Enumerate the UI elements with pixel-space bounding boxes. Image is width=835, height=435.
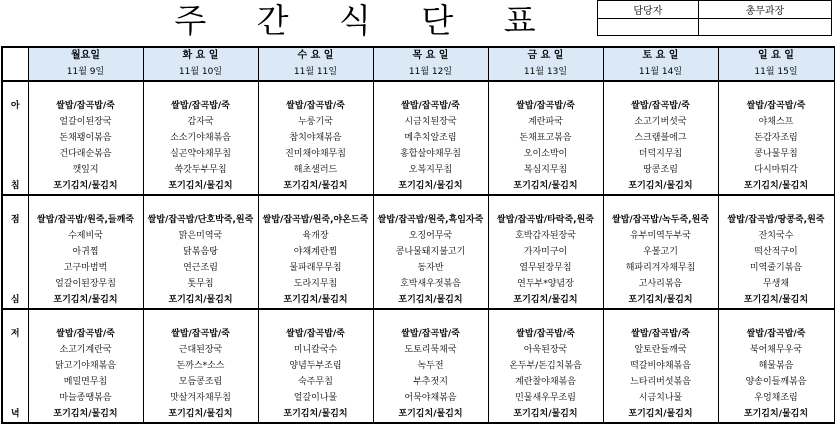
- menu-item: 포기김치/물김치: [28, 292, 143, 309]
- meal-label-spacer: [2, 309, 28, 326]
- menu-item: 포기김치/물김치: [718, 406, 834, 423]
- menu-item: 양송이들깨볶음: [718, 374, 834, 390]
- menu-spacer: [718, 309, 834, 326]
- menu-item: 쌀밥/잡곡밥/죽: [373, 98, 488, 114]
- meal-label-blank: [2, 228, 28, 244]
- menu-item: 우볼고기: [603, 244, 718, 260]
- menu-item: 더덕지무침: [603, 146, 718, 162]
- meal-label: 점: [2, 212, 28, 228]
- menu-item: 맛살겨자채무침: [143, 390, 258, 406]
- menu-spacer: [373, 81, 488, 98]
- menu-spacer: [143, 309, 258, 326]
- menu-item: 포기김치/물김치: [603, 406, 718, 423]
- day-date: 11월 14일: [603, 64, 718, 81]
- menu-item: 마늘종땡볶음: [28, 390, 143, 406]
- menu-item: 진미채야채무침: [258, 146, 373, 162]
- menu-item: 실곤약야채무침: [143, 146, 258, 162]
- menu-item: 쌀밥/잡곡밥/단호박죽,원죽: [143, 212, 258, 228]
- menu-item: 소고기버섯국: [603, 114, 718, 130]
- menu-item: 야채계란찜: [258, 244, 373, 260]
- approval-box: [597, 0, 832, 36]
- menu-spacer: [258, 309, 373, 326]
- meal-label-blank: [2, 358, 28, 374]
- menu-item: 녹두전: [373, 358, 488, 374]
- menu-spacer: [258, 81, 373, 98]
- menu-spacer: [718, 81, 834, 98]
- menu-item: 콩나물돼지불고기: [373, 244, 488, 260]
- menu-item: 모듬콩조림: [143, 374, 258, 390]
- menu-spacer: [488, 309, 603, 326]
- menu-item: 미역줄기볶음: [718, 260, 834, 276]
- approval-sign-chief[interactable]: [698, 18, 831, 36]
- menu-item: 온두부/돈김치볶음: [488, 358, 603, 374]
- menu-spacer: [28, 195, 143, 212]
- menu-item: 쌀밥/잡곡밥/원죽,야온드죽: [258, 212, 373, 228]
- meal-label-blank: [2, 130, 28, 146]
- menu-item: 포기김치/물김치: [603, 292, 718, 309]
- menu-item: 돈채표고볶음: [488, 130, 603, 146]
- day-date: 11월 13일: [488, 64, 603, 81]
- menu-item: 땅콩조림: [603, 162, 718, 178]
- day-name: 금 요 일: [488, 47, 603, 64]
- day-date: 11월 11일: [258, 64, 373, 81]
- menu-item: 도라지무침: [258, 276, 373, 292]
- menu-spacer: [603, 81, 718, 98]
- header-corner: [2, 47, 28, 81]
- menu-item: 톳무침: [143, 276, 258, 292]
- menu-spacer: [718, 195, 834, 212]
- meal-label: 저: [2, 326, 28, 342]
- menu-item: 스크램블에그: [603, 130, 718, 146]
- menu-item: 고사리볶음: [603, 276, 718, 292]
- meal-label: 녁: [2, 406, 28, 423]
- menu-item: 북어채무우국: [718, 342, 834, 358]
- menu-item: 얼갈이나물: [258, 390, 373, 406]
- meal-label: 아: [2, 98, 28, 114]
- menu-item: 포기김치/물김치: [718, 178, 834, 195]
- day-name: 화 요 일: [143, 47, 258, 64]
- menu-item: 메추치알조림: [373, 130, 488, 146]
- menu-item: 누룽기국: [258, 114, 373, 130]
- menu-item: 잔치국수: [718, 228, 834, 244]
- menu-item: 어묵야채볶음: [373, 390, 488, 406]
- menu-item: 포기김치/물김치: [718, 292, 834, 309]
- menu-item: 고구마범벅: [28, 260, 143, 276]
- menu-spacer: [373, 309, 488, 326]
- menu-spacer: [488, 195, 603, 212]
- menu-spacer: [143, 195, 258, 212]
- menu-item: 닭볶음탕: [143, 244, 258, 260]
- menu-item: 쌀밥/잡곡밥/죽: [488, 98, 603, 114]
- meal-label-blank: [2, 276, 28, 292]
- menu-item: 오징어무국: [373, 228, 488, 244]
- meal-label-blank: [2, 374, 28, 390]
- menu-item: 쑥갓두부무침: [143, 162, 258, 178]
- day-date: 11월 9일: [28, 64, 143, 81]
- menu-item: 쌀밥/잡곡밥/원죽,들깨죽: [28, 212, 143, 228]
- day-name: 토 요 일: [603, 47, 718, 64]
- meal-label-blank: [2, 114, 28, 130]
- menu-item: 우엉채조림: [718, 390, 834, 406]
- menu-item: 연근조림: [143, 260, 258, 276]
- menu-item: 쌀밥/잡곡밥/죽: [143, 326, 258, 342]
- menu-item: 숙주무침: [258, 374, 373, 390]
- menu-item: 홍합살야채무침: [373, 146, 488, 162]
- menu-item: 근대된장국: [143, 342, 258, 358]
- menu-item: 포기김치/물김치: [143, 178, 258, 195]
- day-name: 목 요 일: [373, 47, 488, 64]
- menu-item: 포기김치/물김치: [258, 406, 373, 423]
- menu-item: 물파래무무침: [258, 260, 373, 276]
- menu-item: 부추젓지: [373, 374, 488, 390]
- day-name: 일 요 일: [718, 47, 834, 64]
- meal-label-spacer: [2, 195, 28, 212]
- approval-label-chief: 총무과장: [698, 1, 831, 19]
- menu-item: 쌀밥/잡곡밥/녹두죽,원죽: [603, 212, 718, 228]
- menu-item: 쌀밥/잡곡밥/타락죽,원죽: [488, 212, 603, 228]
- menu-item: 쌀밥/잡곡밥/죽: [603, 98, 718, 114]
- menu-spacer: [373, 195, 488, 212]
- menu-item: 소소기야채볶음: [143, 130, 258, 146]
- menu-item: 오복지무침: [373, 162, 488, 178]
- menu-item: 아욱된장국: [488, 342, 603, 358]
- menu-item: 미니칼국수: [258, 342, 373, 358]
- menu-item: 포기김치/물김치: [143, 292, 258, 309]
- menu-item: 해파리겨자채무침: [603, 260, 718, 276]
- menu-item: 시금치된장국: [373, 114, 488, 130]
- meal-label-blank: [2, 342, 28, 358]
- menu-item: 돈채꽹이볶음: [28, 130, 143, 146]
- menu-item: 계란찰야채볶음: [488, 374, 603, 390]
- menu-item: 포기김치/물김치: [488, 406, 603, 423]
- menu-item: 쌀밥/잡곡밥/죽: [28, 98, 143, 114]
- menu-item: 해물볶음: [718, 358, 834, 374]
- menu-spacer: [143, 81, 258, 98]
- menu-spacer: [603, 195, 718, 212]
- menu-item: 도토리묵채국: [373, 342, 488, 358]
- menu-item: 오이소박이: [488, 146, 603, 162]
- menu-item: 쌀밥/잡곡밥/죽: [718, 98, 834, 114]
- menu-item: 감자국: [143, 114, 258, 130]
- menu-item: 육개장: [258, 228, 373, 244]
- meal-label-blank: [2, 260, 28, 276]
- menu-item: 얼갈이된장무침: [28, 276, 143, 292]
- menu-item: 알토란들깨국: [603, 342, 718, 358]
- menu-item: 소고기계란국: [28, 342, 143, 358]
- menu-item: 포기김치/물김치: [373, 406, 488, 423]
- menu-item: 깻잎지: [28, 162, 143, 178]
- menu-item: 쌀밥/잡곡밥/죽: [603, 326, 718, 342]
- menu-item: 포기김치/물김치: [373, 178, 488, 195]
- approval-label-manager: 담당자: [598, 1, 699, 19]
- menu-item: 호박감자된장국: [488, 228, 603, 244]
- menu-spacer: [28, 309, 143, 326]
- menu-item: 떡갈비야채볶음: [603, 358, 718, 374]
- menu-item: 쌀밥/잡곡밥/죽: [28, 326, 143, 342]
- menu-item: 포기김치/물김치: [488, 178, 603, 195]
- meal-label-blank: [2, 390, 28, 406]
- approval-sign-manager[interactable]: [598, 18, 699, 36]
- meal-label-blank: [2, 162, 28, 178]
- menu-item: 연두부*양념장: [488, 276, 603, 292]
- menu-item: 쌀밥/잡곡밥/원죽,흑임자죽: [373, 212, 488, 228]
- menu-item: 시금치나물: [603, 390, 718, 406]
- menu-item: 느타리버섯볶음: [603, 374, 718, 390]
- menu-item: 참치야채볶음: [258, 130, 373, 146]
- menu-item: 쌀밥/잡곡밥/죽: [373, 326, 488, 342]
- menu-item: 포기김치/물김치: [258, 292, 373, 309]
- day-name: 수 요 일: [258, 47, 373, 64]
- menu-item: 아귀찜: [28, 244, 143, 260]
- menu-item: 가자미구이: [488, 244, 603, 260]
- menu-spacer: [258, 195, 373, 212]
- menu-item: 야채스프: [718, 114, 834, 130]
- day-date: 11월 12일: [373, 64, 488, 81]
- day-name: 월요일: [28, 47, 143, 64]
- menu-item: 해초샐러드: [258, 162, 373, 178]
- meal-label-blank: [2, 244, 28, 260]
- menu-item: 쌀밥/잡곡밥/죽: [258, 98, 373, 114]
- meal-label-spacer: [2, 81, 28, 98]
- menu-item: 무생채: [718, 276, 834, 292]
- menu-item: 콩나물무침: [718, 146, 834, 162]
- meal-label: 심: [2, 292, 28, 309]
- menu-spacer: [603, 309, 718, 326]
- page-title: 주 간 식 단 표: [174, 1, 556, 40]
- menu-item: 유부미역두부국: [603, 228, 718, 244]
- weekly-menu-table: [1, 46, 835, 424]
- menu-item: 계란파국: [488, 114, 603, 130]
- menu-item: 떡산적구이: [718, 244, 834, 260]
- menu-spacer: [28, 81, 143, 98]
- menu-spacer: [488, 81, 603, 98]
- menu-item: 포기김치/물김치: [373, 292, 488, 309]
- menu-item: 메밀면무침: [28, 374, 143, 390]
- meal-label: 침: [2, 178, 28, 195]
- menu-item: 건다래순볶음: [28, 146, 143, 162]
- menu-item: 호박새우젓볶음: [373, 276, 488, 292]
- day-date: 11월 15일: [718, 64, 834, 81]
- menu-item: 쌀밥/잡곡밥/죽: [488, 326, 603, 342]
- menu-item: 포기김치/물김치: [258, 178, 373, 195]
- menu-item: 포기김치/물김치: [28, 178, 143, 195]
- menu-item: 쌀밥/잡곡밥/죽: [718, 326, 834, 342]
- menu-item: 수제비국: [28, 228, 143, 244]
- menu-item: 쌀밥/잡곡밥/땅콩죽,원죽: [718, 212, 834, 228]
- menu-item: 포기김치/물김치: [28, 406, 143, 423]
- menu-item: 양념두부조림: [258, 358, 373, 374]
- menu-item: 다시마튀각: [718, 162, 834, 178]
- menu-item: 포기김치/물김치: [603, 178, 718, 195]
- menu-item: 맑은미역국: [143, 228, 258, 244]
- day-date: 11월 10일: [143, 64, 258, 81]
- menu-item: 돈감자조림: [718, 130, 834, 146]
- menu-item: 포기김치/물김치: [143, 406, 258, 423]
- menu-item: 쌀밥/잡곡밥/죽: [258, 326, 373, 342]
- menu-item: 복심지무침: [488, 162, 603, 178]
- menu-item: 얼갈이된장국: [28, 114, 143, 130]
- menu-item: 닭고기야채볶음: [28, 358, 143, 374]
- menu-item: 쌀밥/잡곡밥/죽: [143, 98, 258, 114]
- menu-item: 동자반: [373, 260, 488, 276]
- menu-item: 민물새우무조림: [488, 390, 603, 406]
- menu-item: 포기김치/물김치: [488, 292, 603, 309]
- menu-item: 열무된장무침: [488, 260, 603, 276]
- menu-item: 돈까스*소스: [143, 358, 258, 374]
- meal-label-blank: [2, 146, 28, 162]
